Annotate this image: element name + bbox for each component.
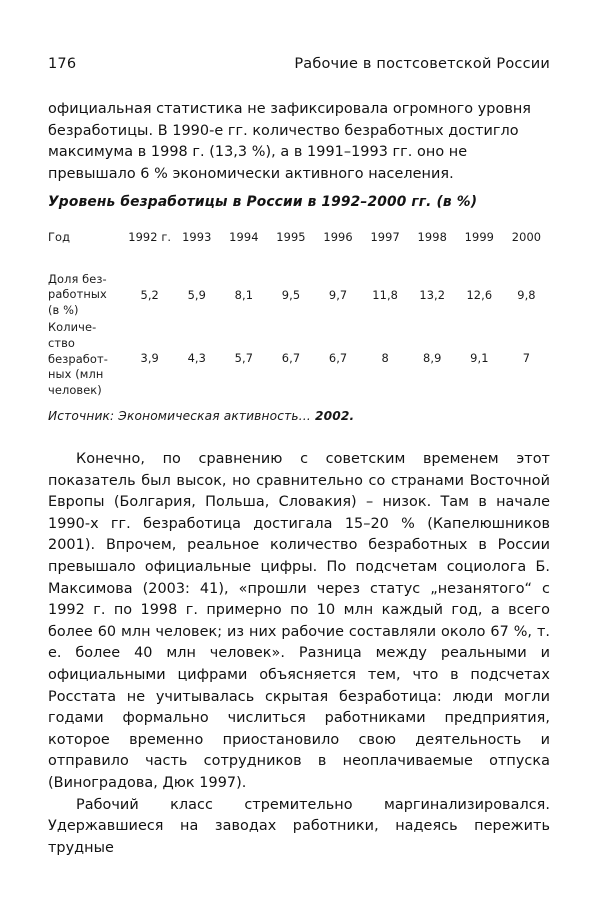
table-cell: 7 bbox=[522, 351, 531, 366]
table-column-header: 1993 bbox=[182, 230, 212, 244]
table-cell: 11,8 bbox=[372, 287, 399, 302]
table-cell: 9,8 bbox=[517, 287, 536, 302]
table-cell: 4,3 bbox=[187, 351, 206, 366]
table-cell: 5,7 bbox=[234, 351, 254, 366]
table-row-header-label: Год bbox=[48, 230, 71, 244]
table-cell: 9,1 bbox=[470, 351, 489, 366]
source-year: 2002. bbox=[315, 409, 355, 423]
source-prefix: Источник: Экономическая активность… bbox=[48, 409, 316, 423]
table-column-header: 1998 bbox=[417, 230, 447, 244]
table-cell: 5,2 bbox=[140, 287, 159, 302]
table-cell: 8 bbox=[381, 351, 389, 366]
table-cell: 9,7 bbox=[328, 287, 348, 302]
table-row bbox=[48, 320, 550, 398]
table-cell: 8,1 bbox=[234, 287, 254, 302]
table-column-header: 1997 bbox=[370, 230, 400, 244]
unemployment-table bbox=[48, 230, 550, 398]
table-column-header: 1992 г. bbox=[128, 230, 172, 244]
body-paragraph: Рабочий класс стремительно маргинализировался. Удержавшиеся на заводах работники, надеясь пережить трудные bbox=[48, 796, 550, 856]
table-column-header: 1995 bbox=[276, 230, 306, 244]
table-cell: 13,2 bbox=[419, 287, 446, 302]
body-text bbox=[48, 449, 550, 859]
table-column-header: 1996 bbox=[323, 230, 353, 244]
table-row-label: Количе-ство безработ-ных (млн человек) bbox=[48, 320, 108, 397]
table-cell: 5,9 bbox=[187, 287, 206, 302]
table-spacer-cell bbox=[48, 246, 550, 272]
table-header-row bbox=[48, 230, 550, 246]
table-caption: Уровень безработицы в России в 1992–2000 гг. (в %) bbox=[48, 194, 478, 210]
table-cell: 6,7 bbox=[281, 351, 301, 366]
table-column-header: 1999 bbox=[464, 230, 495, 244]
body-paragraph: Конечно, по сравнению с советским временем этот показатель был высок, но сравнительно со странами Восточной Европы (Болгария, Польша, Словакия) – низок. Там в начале 1990-х гг. безработица достигала 15–20 % (Капелюшников 2001). Впрочем, реальное количество безработных в России превышало официальные цифры. По подсчетам социолога Б. Максимова (2003: 41), «прошли через статус „незанятого“ с 1992 г. по 1998 г. примерно по 10 млн каждый год, а всего более 60 млн человек; из них рабочие составляли около 67 %, т. е. более 40 млн человек». Разница между реальными и официальными цифрами объясняется тем, что в подсчетах Росстата не учитывалась скрытая безработица: люди могли годами формально числиться работниками предприятия, которое временно приостановило свою деятельность и отправило часть сотрудников в неоплачиваемые отпуска (Виноградова, Дюк 1997). bbox=[48, 451, 550, 791]
table-column-header: 2000 bbox=[511, 230, 542, 244]
table-source-note bbox=[48, 409, 354, 423]
table-cell: 8,9 bbox=[423, 351, 442, 366]
table-cell: 3,9 bbox=[140, 351, 159, 366]
page-number: 176 bbox=[48, 56, 77, 72]
table-row bbox=[48, 272, 550, 319]
table-cell: 6,7 bbox=[328, 351, 348, 366]
running-head bbox=[48, 56, 550, 72]
table-spacer-row bbox=[48, 246, 550, 272]
table-cell: 9,5 bbox=[281, 287, 301, 302]
table-row-label: Доля без-работных (в %) bbox=[48, 271, 107, 317]
intro-paragraph: официальная статистика не зафиксировала огромного уровня безработицы. В 1990-е гг. количество безработных достигло максимума в 1998 г. (13,3 %), а в 1991–1993 гг. оно не превышало 6 % экономически активного населения. bbox=[48, 101, 532, 182]
table-cell: 12,6 bbox=[466, 287, 493, 302]
running-head-title: Рабочие в постсоветской России bbox=[294, 56, 550, 72]
table-column-header: 1994 bbox=[229, 230, 259, 244]
